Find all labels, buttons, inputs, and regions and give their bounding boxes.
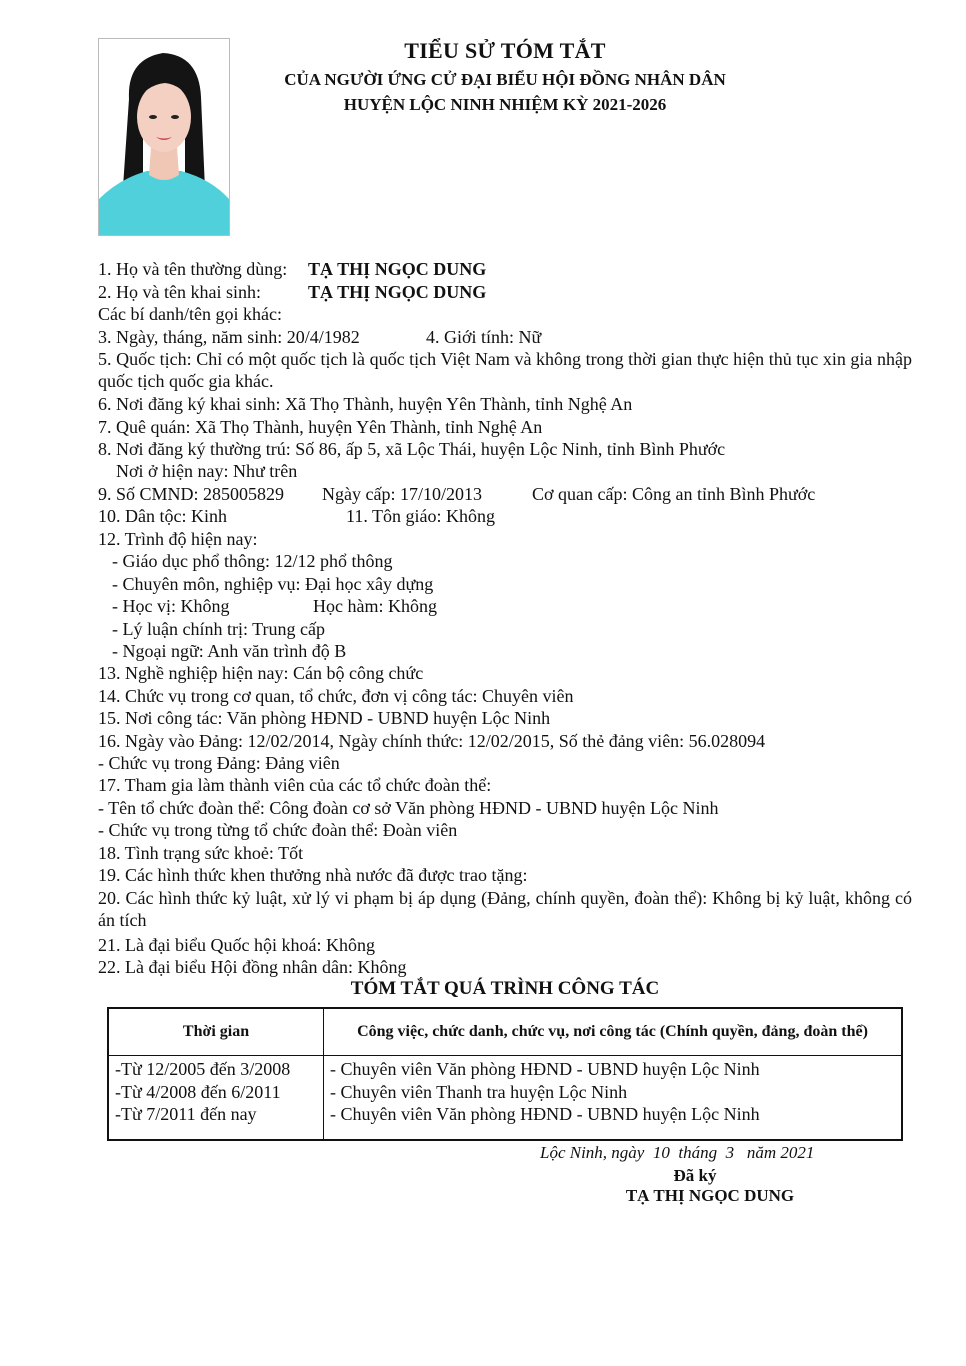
field-16-party-membership: 16. Ngày vào Đảng: 12/02/2014, Ngày chính thức: 12/02/2015, Số thẻ đảng viên: 56.028094 (98, 731, 766, 751)
document-subtitle-2: HUYỆN LỘC NINH NHIỆM KỲ 2021-2026 (343, 95, 667, 114)
field-4-gender: 4. Giới tính: Nữ (426, 327, 542, 347)
field-7-hometown: 7. Quê quán: Xã Thọ Thành, huyện Yên Thành, tỉnh Nghệ An (98, 417, 543, 437)
signature-status: Đã ký (673, 1166, 717, 1185)
field-12-education: 12. Trình độ hiện nay: (98, 529, 258, 549)
field-1-value: TẠ THỊ NGỌC DUNG (308, 259, 487, 279)
field-9-issue-date: Ngày cấp: 17/10/2013 (322, 484, 482, 504)
field-12-specialty: - Chuyên môn, nghiệp vụ: Đại học xây dựng (112, 574, 434, 594)
column-header-job: Công việc, chức danh, chức vụ, nơi công tác (Chính quyền, đảng, đoàn thể) (324, 1008, 903, 1056)
field-17-organization-role: - Chức vụ trong từng tổ chức đoàn thể: Đoàn viên (98, 820, 458, 840)
field-12-degree: - Học vị: Không (112, 596, 230, 616)
field-5-nationality: 5. Quốc tịch: Chỉ có một quốc tịch là quốc tịch Việt Nam và không trong thời gian thực hiện thủ tục xin gia nhập quốc tịch quốc gia khác. (98, 349, 912, 391)
field-6-birth-registration: 6. Nơi đăng ký khai sinh: Xã Thọ Thành, huyện Yên Thành, tỉnh Nghệ An (98, 394, 633, 414)
table-cell-jobs (324, 1056, 903, 1141)
field-1-label: 1. Họ và tên thường dùng: (98, 259, 288, 279)
field-18-health: 18. Tình trạng sức khoẻ: Tốt (98, 843, 304, 863)
field-9-id-number: 9. Số CMND: 285005829 (98, 484, 285, 504)
field-20-discipline: 20. Các hình thức kỷ luật, xử lý vi phạm bị áp dụng (Đảng, chính quyền, đoàn thể): Không bị kỷ luật, không có án tích (98, 888, 912, 930)
work-history-title: TÓM TẮT QUÁ TRÌNH CÔNG TÁC (350, 978, 660, 999)
field-8-current-address: Nơi ở hiện nay: Như trên (116, 461, 298, 481)
field-2-value: TẠ THỊ NGỌC DUNG (308, 282, 487, 302)
field-16-party-position: - Chức vụ trong Đảng: Đảng viên (98, 753, 340, 773)
table-row (108, 1056, 902, 1141)
work-history-table (107, 1007, 903, 1141)
field-12-general-education: - Giáo dục phổ thông: 12/12 phổ thông (112, 551, 393, 571)
field-22-peoples-council: 22. Là đại biểu Hội đồng nhân dân: Không (98, 957, 407, 977)
signature-name: TẠ THỊ NGỌC DUNG (625, 1186, 795, 1205)
table-header-row (108, 1008, 902, 1056)
field-17-organization-name: - Tên tổ chức đoàn thể: Công đoàn cơ sở Văn phòng HĐND - UBND huyện Lộc Ninh (98, 798, 719, 818)
document-title: TIỂU SỬ TÓM TẮT (404, 38, 606, 63)
table-cell-times (108, 1056, 324, 1141)
field-8-residence: 8. Nơi đăng ký thường trú: Số 86, ấp 5, xã Lộc Thái, huyện Lộc Ninh, tỉnh Bình Phước (98, 439, 726, 459)
field-13-occupation: 13. Nghề nghiệp hiện nay: Cán bộ công chức (98, 663, 424, 683)
field-21-national-assembly: 21. Là đại biểu Quốc hội khoá: Không (98, 935, 375, 955)
time-period: -Từ 12/2005 đến 3/2008 (115, 1059, 291, 1079)
time-period: -Từ 4/2008 đến 6/2011 (115, 1081, 281, 1102)
field-14-position: 14. Chức vụ trong cơ quan, tổ chức, đơn vị công tác: Chuyên viên (98, 686, 574, 706)
job-description: - Chuyên viên Văn phòng HĐND - UBND huyện Lộc Ninh (330, 1104, 760, 1124)
field-12-foreign-language: - Ngoại ngữ: Anh văn trình độ B (112, 641, 347, 661)
field-12-academic-title: Học hàm: Không (313, 596, 437, 616)
field-10-ethnicity: 10. Dân tộc: Kinh (98, 506, 227, 526)
field-9-issuer: Cơ quan cấp: Công an tỉnh Bình Phước (532, 484, 816, 504)
column-header-time: Thời gian (108, 1008, 324, 1056)
field-17-organizations: 17. Tham gia làm thành viên của các tổ chức đoàn thể: (98, 775, 492, 795)
document-subtitle-1: CỦA NGƯỜI ỨNG CỬ ĐẠI BIỂU HỘI ĐỒNG NHÂN DÂN (284, 70, 726, 89)
field-19-awards: 19. Các hình thức khen thưởng nhà nước đã được trao tặng: (98, 865, 528, 885)
job-description: - Chuyên viên Văn phòng HĐND - UBND huyện Lộc Ninh (330, 1059, 760, 1079)
field-12-political-theory: - Lý luận chính trị: Trung cấp (112, 619, 325, 639)
field-15-workplace: 15. Nơi công tác: Văn phòng HĐND - UBND huyện Lộc Ninh (98, 708, 551, 728)
candidate-portrait-photo (98, 38, 230, 236)
job-description: - Chuyên viên Thanh tra huyện Lộc Ninh (330, 1081, 628, 1102)
alias-field: Các bí danh/tên gọi khác: (98, 304, 282, 324)
field-2-label: 2. Họ và tên khai sinh: (98, 282, 261, 302)
field-3-birthdate: 3. Ngày, tháng, năm sinh: 20/4/1982 (98, 327, 360, 347)
signature-date: Lộc Ninh, ngày 10 tháng 3 năm 2021 (540, 1143, 815, 1162)
time-period: -Từ 7/2011 đến nay (115, 1104, 257, 1124)
field-11-religion: 11. Tôn giáo: Không (346, 506, 495, 526)
